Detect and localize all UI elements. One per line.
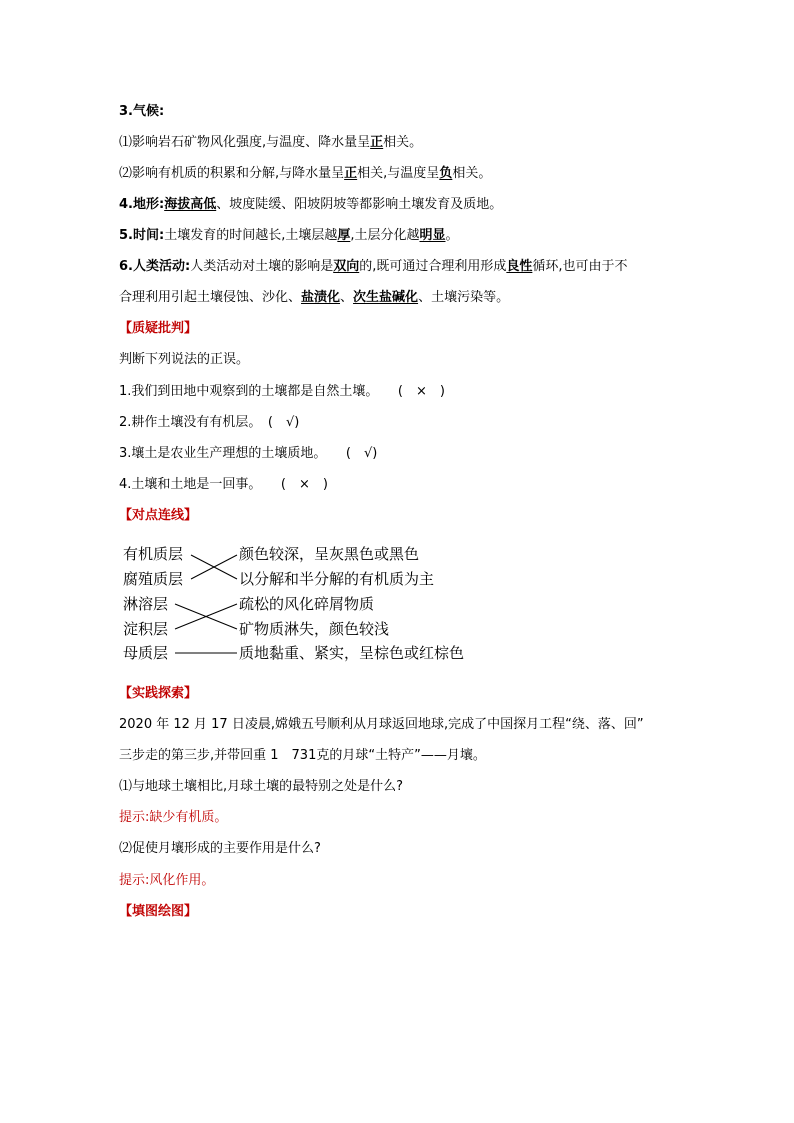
text: 。 xyxy=(445,228,459,243)
text: 、土壤污染等。 xyxy=(418,290,510,305)
keyword: 海拔高低 xyxy=(164,197,217,212)
layer-label: 腐殖质层 xyxy=(123,570,184,588)
keyword: 明显 xyxy=(419,228,446,243)
text: 的,既可通过合理利用形成 xyxy=(359,259,507,274)
practice-intro-2: 三步走的第三步,并带回重 1 731克的月球“土特产”——月壤。 xyxy=(119,748,486,763)
judge-header: 【质疑批判】 xyxy=(119,321,198,336)
layer-feature: 以分解和半分解的有机质为主 xyxy=(239,570,435,588)
text: 相关。 xyxy=(383,135,423,150)
judge-item: 2.耕作土壤没有有机层。 ( √) xyxy=(119,415,300,430)
judge-intro: 判断下列说法的正误。 xyxy=(119,352,250,367)
judge-item: 1.我们到田地中观察到的土壤都是自然土壤。 ( × ) xyxy=(119,384,445,399)
layer-label: 淀积层 xyxy=(123,620,169,638)
layer-feature: 颜色较深，呈灰黑色或黑色 xyxy=(239,545,420,563)
layer-feature: 疏松的风化碎屑物质 xyxy=(239,595,375,613)
practice-answer-1: 提示:缺少有机质。 xyxy=(119,810,228,825)
keyword: 正 xyxy=(370,135,384,150)
label: 4.地形: xyxy=(119,197,165,212)
text: 相关,与温度呈 xyxy=(357,166,440,181)
terrain-line xyxy=(119,197,502,213)
keyword: 次生盐碱化 xyxy=(353,290,419,305)
text: 、 xyxy=(340,290,354,305)
text: 、坡度陡缓、阳坡阴坡等都影响土壤发育及质地。 xyxy=(216,197,503,212)
layer-feature: 矿物质淋失，颜色较浅 xyxy=(239,620,390,638)
keyword: 正 xyxy=(344,166,358,181)
label: 5.时间: xyxy=(119,228,165,243)
layer-feature: 质地黏重、紧实，呈棕色或红棕色 xyxy=(239,644,465,662)
climate-heading: 3.气候: xyxy=(119,104,165,119)
text: 合理利用引起土壤侵蚀、沙化、 xyxy=(119,290,302,305)
matching-diagram xyxy=(119,540,499,670)
draw-header: 【填图绘图】 xyxy=(119,904,198,919)
text: 循环,也可由于不 xyxy=(532,259,628,274)
human-line-1 xyxy=(119,259,628,275)
keyword: 良性 xyxy=(506,259,533,274)
practice-question-2: ⑵促使月壤形成的主要作用是什么? xyxy=(119,841,321,856)
label: 6.人类活动: xyxy=(119,259,191,274)
human-line-2 xyxy=(119,290,509,306)
keyword: 厚 xyxy=(337,228,351,243)
time-line xyxy=(119,228,459,244)
layer-label: 母质层 xyxy=(123,644,169,662)
text: ⑵影响有机质的积累和分解,与降水量呈 xyxy=(119,166,345,181)
layer-label: 淋溶层 xyxy=(123,595,169,613)
practice-answer-2: 提示:风化作用。 xyxy=(119,873,215,888)
keyword: 盐渍化 xyxy=(301,290,341,305)
judge-item: 4.土壤和土地是一回事。 ( × ) xyxy=(119,477,328,492)
text: 人类活动对土壤的影响是 xyxy=(190,259,334,274)
matching-header: 【对点连线】 xyxy=(119,508,198,523)
keyword: 双向 xyxy=(333,259,360,274)
layer-label: 有机质层 xyxy=(123,545,184,563)
text: ,土层分化越 xyxy=(350,228,420,243)
climate-point-2 xyxy=(119,166,491,182)
practice-intro-1: 2020 年 12 月 17 日凌晨,嫦娥五号顺利从月球返回地球,完成了中国探月工程“绕、落、回” xyxy=(119,717,644,732)
text: 相关。 xyxy=(452,166,492,181)
practice-question-1: ⑴与地球土壤相比,月球土壤的最特别之处是什么? xyxy=(119,779,404,794)
text: 土壤发育的时间越长,土壤层越 xyxy=(164,228,338,243)
keyword: 负 xyxy=(439,166,453,181)
practice-header: 【实践探索】 xyxy=(119,686,198,701)
judge-item: 3.壤土是农业生产理想的土壤质地。 ( √) xyxy=(119,446,378,461)
climate-point-1 xyxy=(119,135,422,151)
text: ⑴影响岩石矿物风化强度,与温度、降水量呈 xyxy=(119,135,371,150)
